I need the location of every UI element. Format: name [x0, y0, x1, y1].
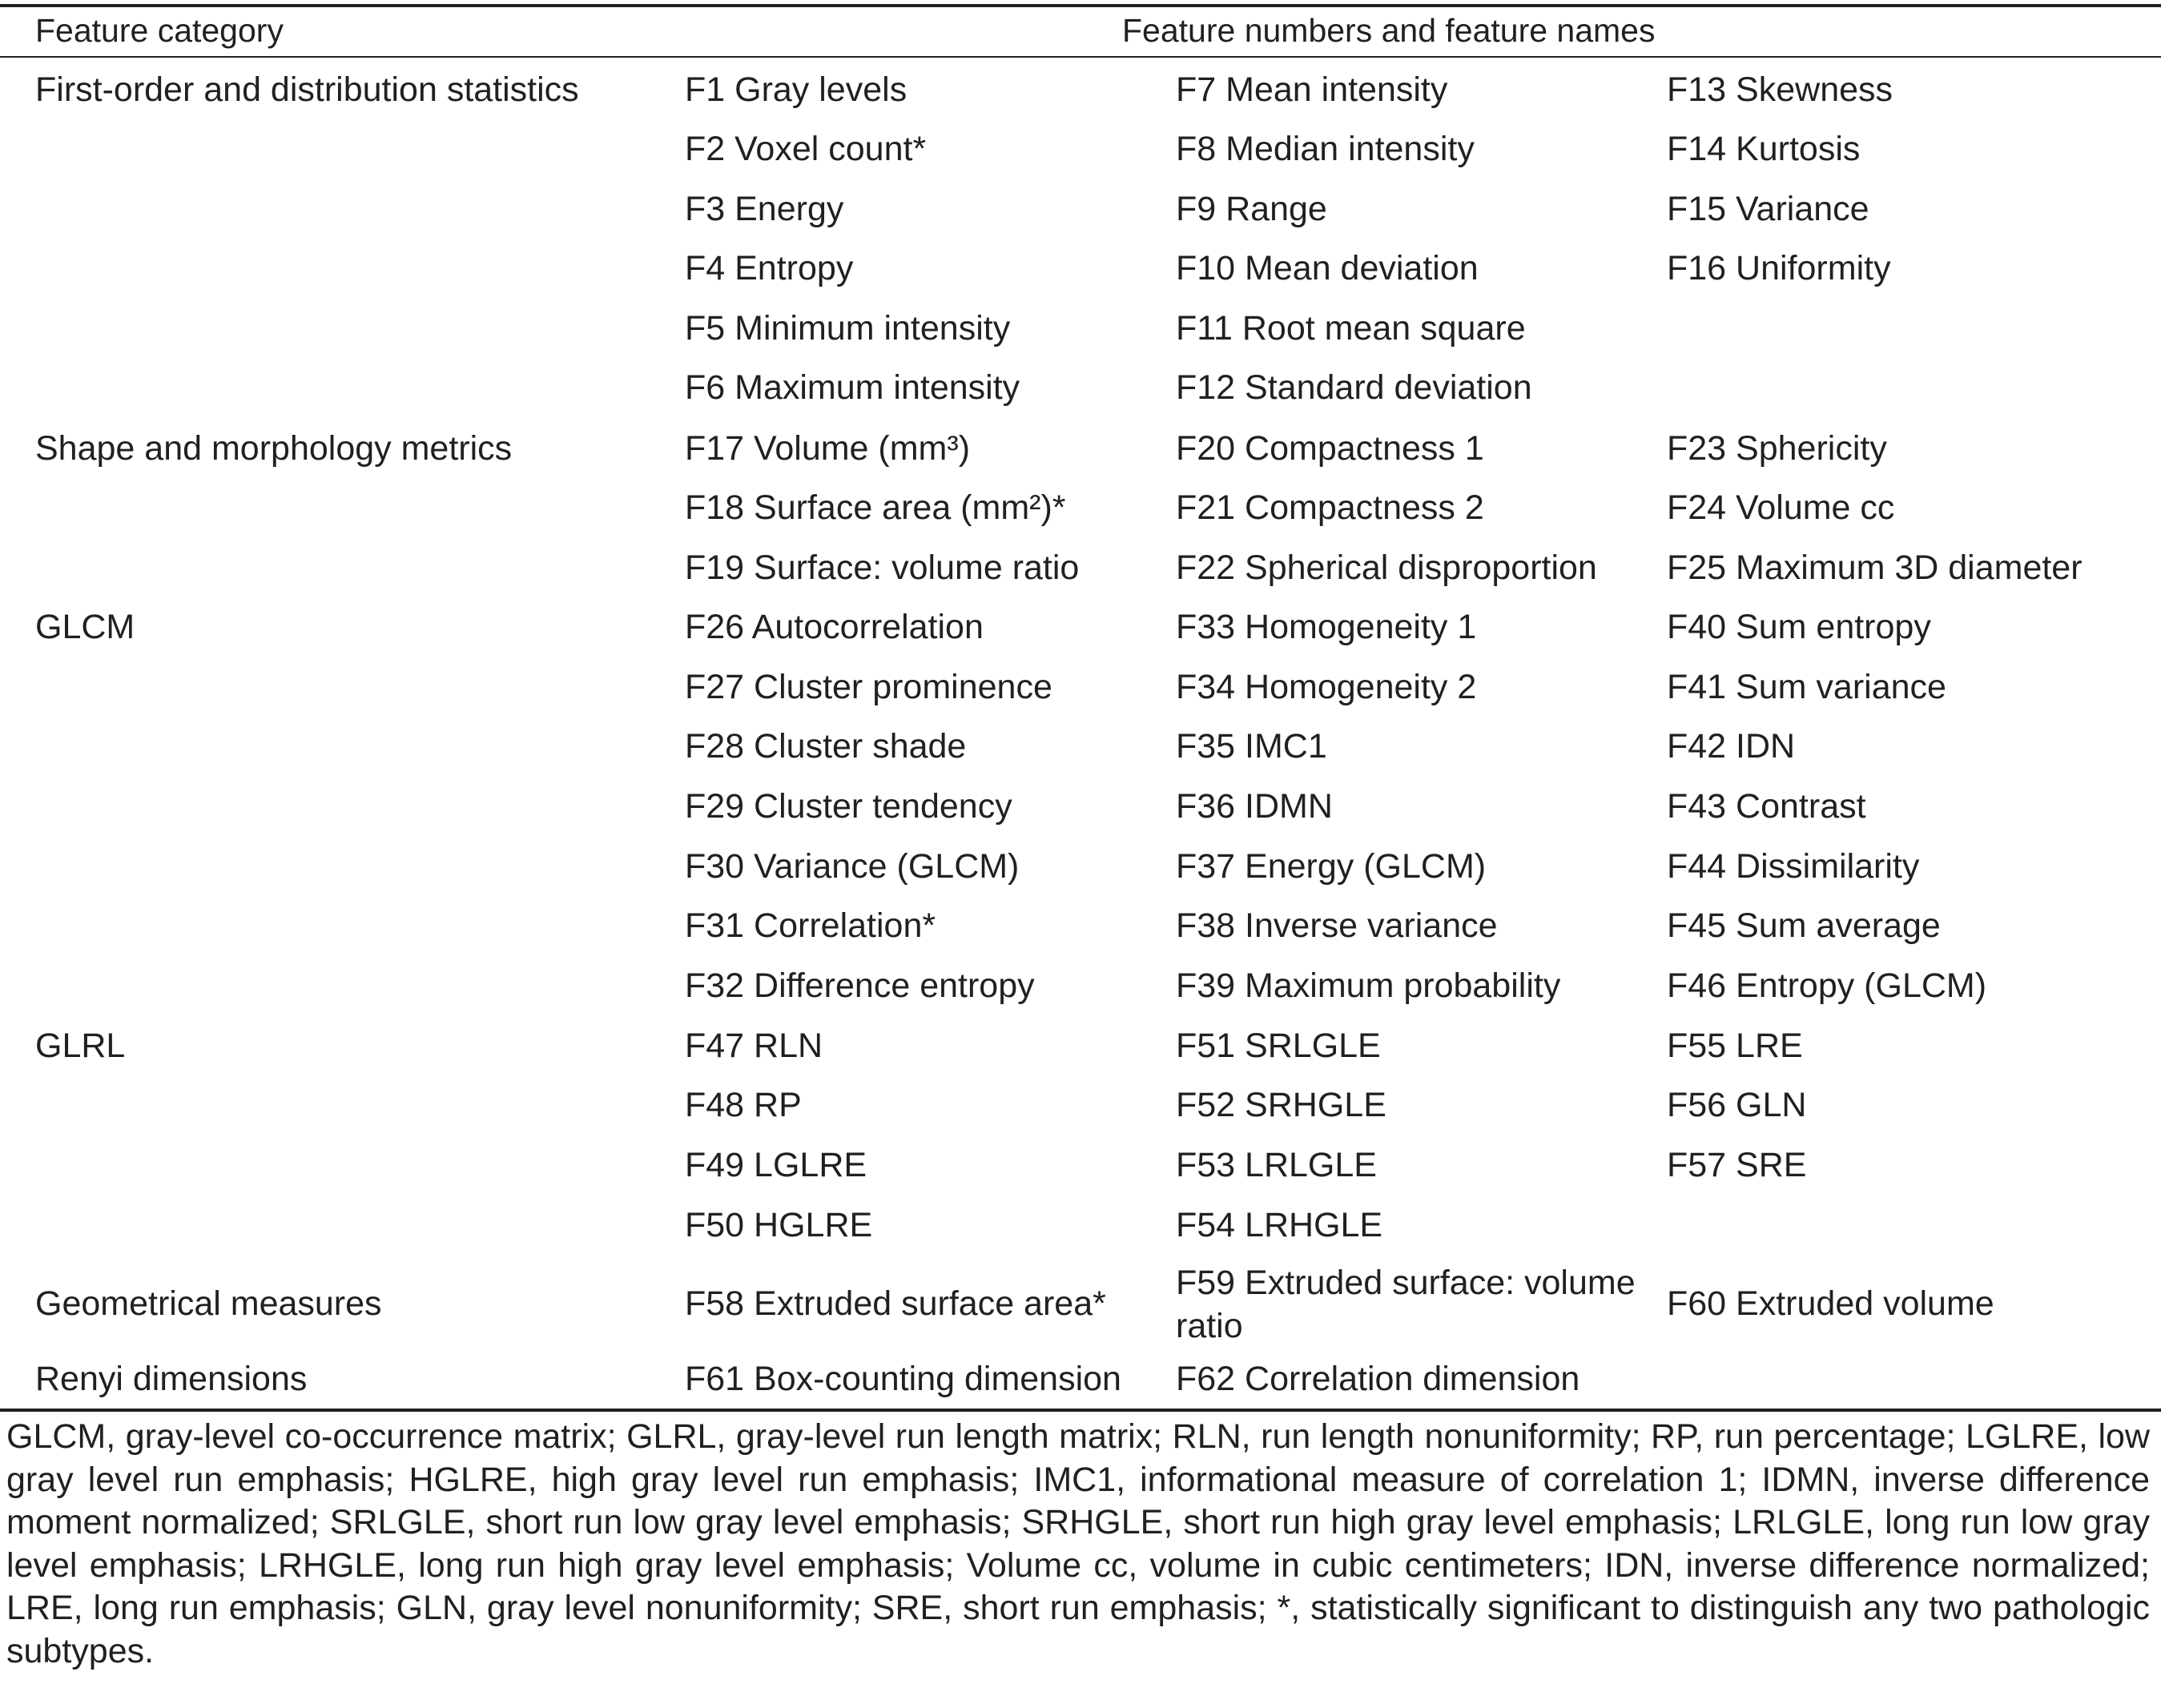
feature-name: F21 Compactness 2: [1176, 488, 1484, 527]
feature-name: F52 SRHGLE: [1176, 1086, 1386, 1124]
feature-name: F25 Maximum 3D diameter: [1667, 549, 2083, 587]
feature-name: F35 IMC1: [1176, 727, 1327, 766]
feature-name: F55 LRE: [1667, 1027, 1803, 1065]
feature-name: F19 Surface: volume ratio: [685, 549, 1080, 587]
feature-name: F37 Energy (GLCM): [1176, 847, 1487, 886]
feature-name: F5 Minimum intensity: [685, 309, 1011, 348]
feature-name: F4 Entropy: [685, 249, 854, 287]
feature-name: F41 Sum variance: [1667, 668, 1946, 706]
feature-name: F60 Extruded volume: [1667, 1284, 1994, 1323]
feature-name: F44 Dissimilarity: [1667, 847, 1920, 886]
category-label: Geometrical measures: [35, 1284, 382, 1323]
feature-name: F50 HGLRE: [685, 1206, 873, 1244]
feature-name: F57 SRE: [1667, 1146, 1807, 1184]
feature-name: F43 Contrast: [1667, 787, 1866, 826]
feature-name: F27 Cluster prominence: [685, 668, 1052, 706]
feature-name: F18 Surface area (mm²)*: [685, 488, 1066, 527]
feature-name: F58 Extruded surface area*: [685, 1284, 1106, 1323]
header-feature-names: Feature numbers and feature names: [1122, 12, 1656, 49]
feature-name: F23 Sphericity: [1667, 429, 1887, 468]
feature-name: F39 Maximum probability: [1176, 967, 1561, 1005]
feature-name: F16 Uniformity: [1667, 249, 1891, 287]
feature-name: F2 Voxel count*: [685, 130, 927, 168]
feature-name: F32 Difference entropy: [685, 967, 1035, 1005]
feature-name: F8 Median intensity: [1176, 130, 1475, 168]
feature-name: F47 RLN: [685, 1027, 823, 1065]
feature-name: F53 LRLGLE: [1176, 1146, 1377, 1184]
feature-name: F46 Entropy (GLCM): [1667, 967, 1987, 1005]
category-label: First-order and distribution statistics: [35, 70, 579, 109]
category-label: Shape and morphology metrics: [35, 429, 513, 468]
feature-name: F12 Standard deviation: [1176, 368, 1532, 407]
feature-name: F56 GLN: [1667, 1086, 1807, 1124]
feature-name: F9 Range: [1176, 190, 1327, 228]
table-footnote: GLCM, gray-level co-occurrence matrix; GLRL, gray-level run length matrix; RLN, run length nonuniformity; RP, run percentage; LGLRE, low gray level run emphasis; HGLRE, high gray level run emphasis; IMC1, informational measure of correlation 1; IDMN, inverse difference moment normalized; SRLGLE, short run low gray level emphasis; SRHGLE, short run high gray level emphasis; LRLGLE, long run low gray level emphasis; LRHGLE, long run high gray level emphasis; Volume cc, volume in cubic centimeters; IDN, inverse difference normalized; LRE, long run emphasis; GLN, gray level nonuniformity; SRE, short run emphasis; *, statistically significant to distinguish any two pathologic subtypes.: [6, 1417, 2150, 1670]
feature-name: F40 Sum entropy: [1667, 608, 1931, 646]
feature-name: F1 Gray levels: [685, 70, 907, 109]
feature-name: F36 IDMN: [1176, 787, 1333, 826]
table-header-rule: [0, 56, 2161, 58]
feature-name: F17 Volume (mm³): [685, 429, 971, 468]
feature-name: F28 Cluster shade: [685, 727, 967, 766]
category-label: Renyi dimensions: [35, 1360, 308, 1398]
feature-name: F14 Kurtosis: [1667, 130, 1861, 168]
table-top-rule: [0, 4, 2161, 7]
feature-name: F13 Skewness: [1667, 70, 1893, 109]
feature-name: F59 Extruded surface: volume ratio: [1176, 1264, 1636, 1345]
feature-name: F26 Autocorrelation: [685, 608, 984, 646]
header-feature-category: Feature category: [35, 12, 284, 49]
feature-name: F38 Inverse variance: [1176, 906, 1498, 945]
feature-name: F3 Energy: [685, 190, 844, 228]
feature-name: F42 IDN: [1667, 727, 1796, 766]
category-label: GLCM: [35, 608, 135, 646]
feature-name: F48 RP: [685, 1086, 802, 1124]
feature-name: F24 Volume cc: [1667, 488, 1895, 527]
feature-name: F61 Box-counting dimension: [685, 1360, 1121, 1398]
feature-name: F51 SRLGLE: [1176, 1027, 1381, 1065]
table-bottom-rule: [0, 1409, 2161, 1412]
feature-name: F6 Maximum intensity: [685, 368, 1020, 407]
feature-name: F20 Compactness 1: [1176, 429, 1484, 468]
feature-name: F54 LRHGLE: [1176, 1206, 1383, 1244]
feature-name: F62 Correlation dimension: [1176, 1360, 1580, 1398]
feature-name: F30 Variance (GLCM): [685, 847, 1020, 886]
feature-name: F11 Root mean square: [1176, 309, 1526, 348]
feature-name: F45 Sum average: [1667, 906, 1941, 945]
feature-name: F31 Correlation*: [685, 906, 936, 945]
feature-name: F10 Mean deviation: [1176, 249, 1479, 287]
feature-name: F49 LGLRE: [685, 1146, 867, 1184]
feature-name: F29 Cluster tendency: [685, 787, 1012, 826]
feature-name: F22 Spherical disproportion: [1176, 549, 1597, 587]
feature-name: F33 Homogeneity 1: [1176, 608, 1477, 646]
feature-name: F7 Mean intensity: [1176, 70, 1448, 109]
feature-name: F15 Variance: [1667, 190, 1869, 228]
category-label: GLRL: [35, 1027, 126, 1065]
feature-name: F34 Homogeneity 2: [1176, 668, 1477, 706]
